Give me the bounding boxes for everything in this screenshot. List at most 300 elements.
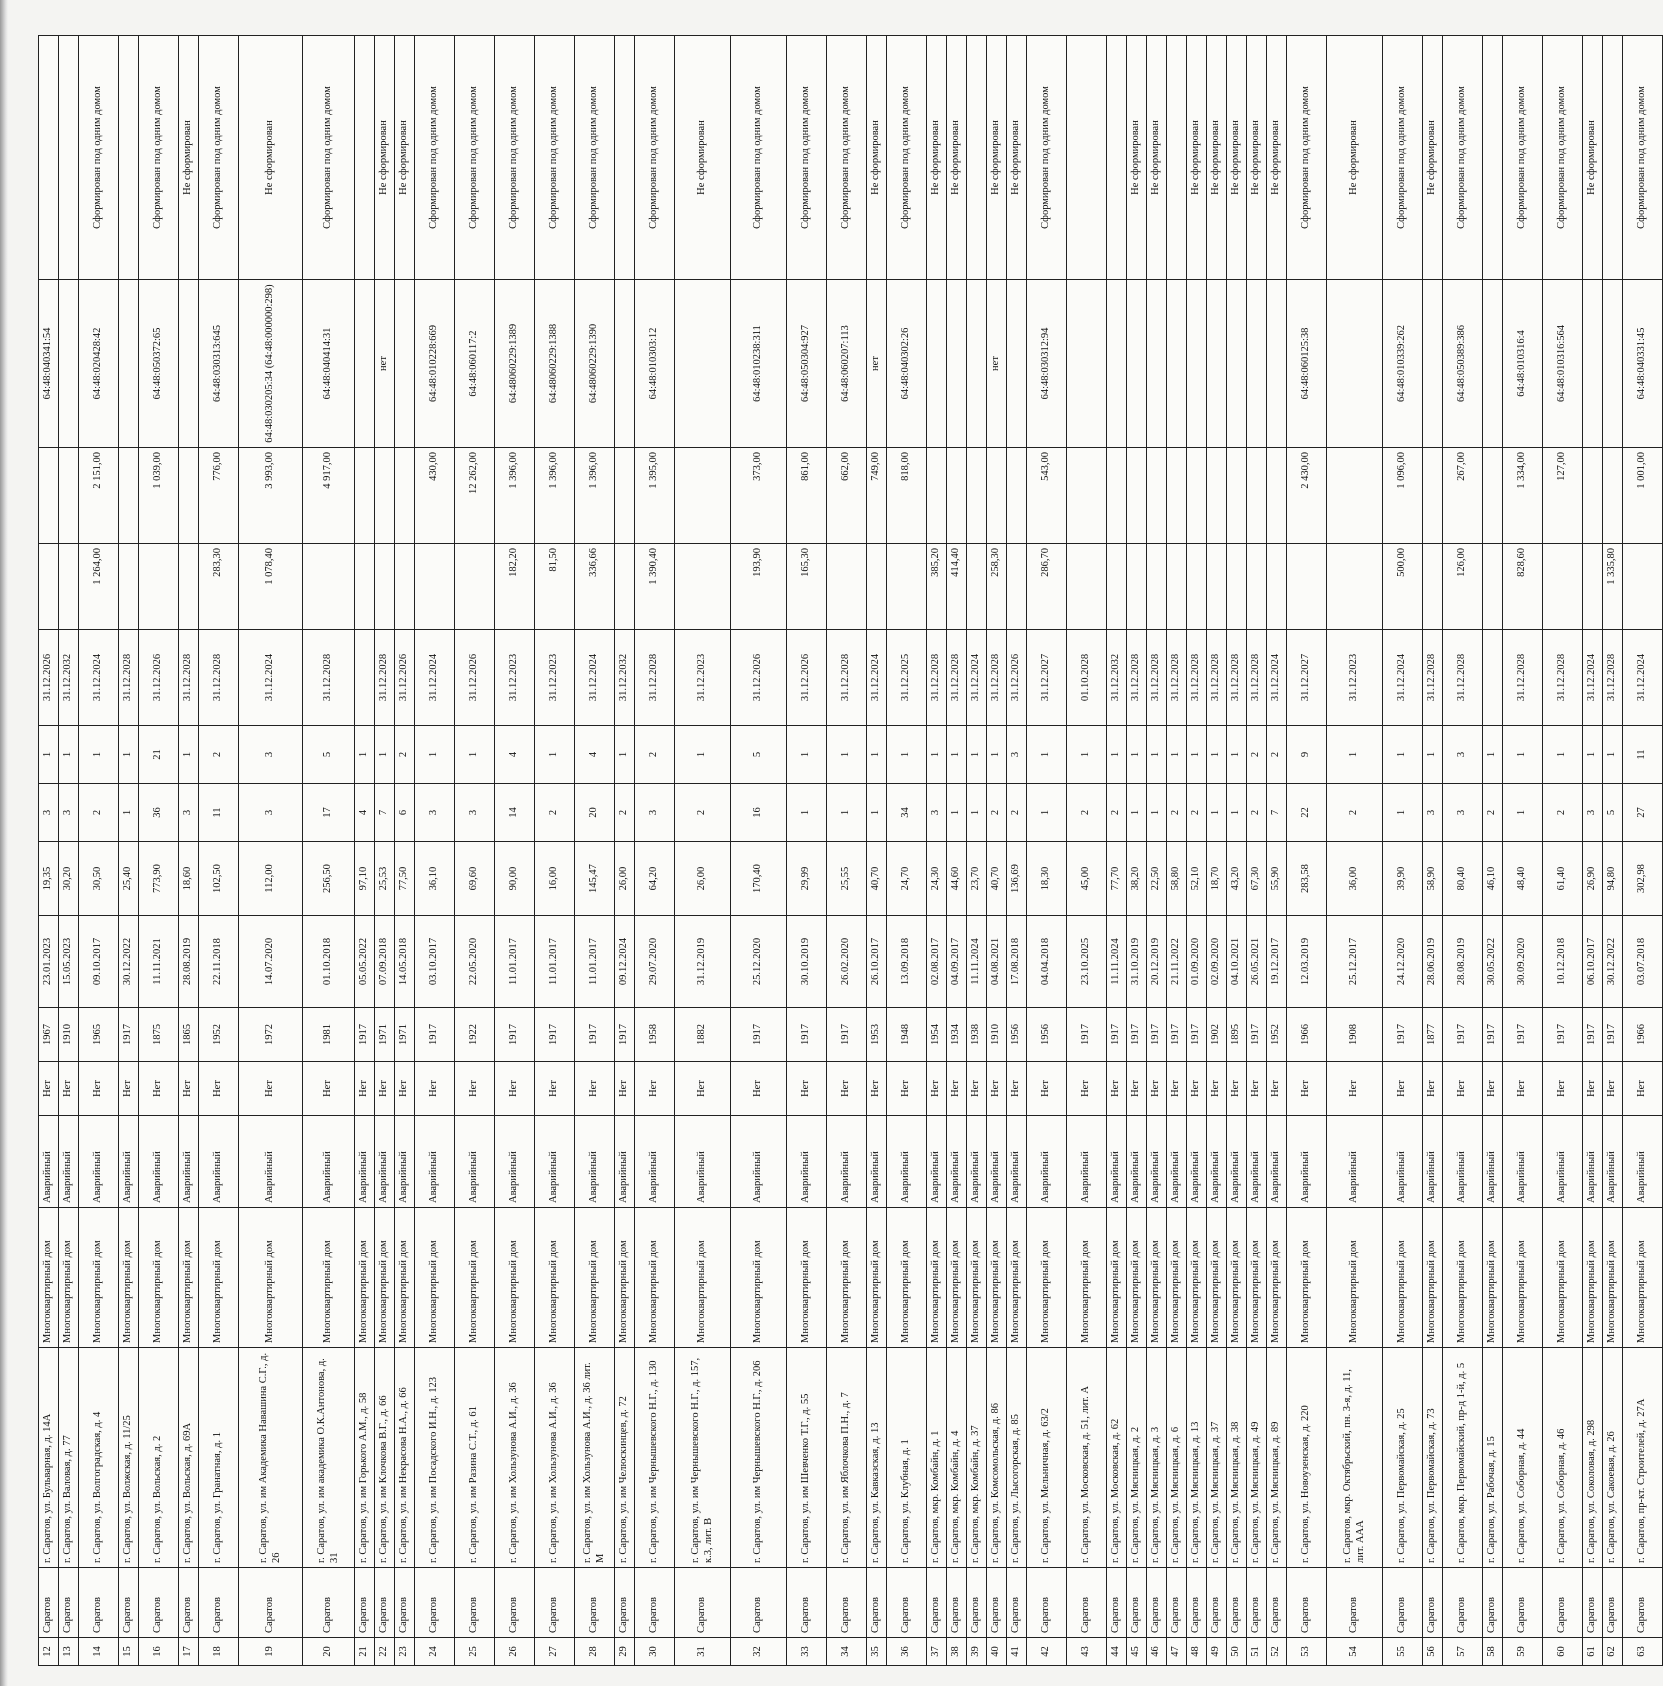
build-year: 1966: [1287, 1008, 1327, 1062]
land-area-2: [1167, 448, 1187, 544]
building-type: Многоквартирный дом: [239, 1208, 303, 1348]
condition: Аварийный: [731, 1116, 787, 1208]
build-year: 1956: [1007, 1008, 1027, 1062]
land-plot-status: Сформирован под одним домом: [827, 36, 867, 280]
cadastral-number: [1167, 280, 1187, 448]
owners: 1: [1423, 726, 1443, 784]
emergency-date: 15.05.2023: [59, 916, 79, 1008]
condition: Аварийный: [303, 1116, 355, 1208]
area: 302,98: [1623, 842, 1663, 916]
land-plot-status: Не сформирован: [375, 36, 395, 280]
land-area-1: 385,20: [927, 544, 947, 630]
cadastral-number: 64:48:060125:38: [1287, 280, 1327, 448]
area: 16,00: [535, 842, 575, 916]
cadastral-number: 64:48:010238:311: [731, 280, 787, 448]
condition: Аварийный: [119, 1116, 139, 1208]
land-plot-status: [615, 36, 635, 280]
owners: 3: [1007, 726, 1027, 784]
table-row: [731, 36, 787, 1666]
locality: Саратов: [1443, 1568, 1483, 1638]
area: 24,30: [927, 842, 947, 916]
build-year: 1917: [1483, 1008, 1503, 1062]
land-area-1: 81,50: [535, 544, 575, 630]
resettlement-deadline: 31.12.2024: [1623, 630, 1663, 726]
land-area-1: [1287, 544, 1327, 630]
area: 23,70: [967, 842, 987, 916]
building-type: Многоквартирный дом: [1543, 1208, 1583, 1348]
area: 44,60: [947, 842, 967, 916]
build-year: 1917: [1503, 1008, 1543, 1062]
row-number: 42: [1027, 1638, 1067, 1666]
emergency-date: 09.12.2024: [615, 916, 635, 1008]
build-year: 1917: [1603, 1008, 1623, 1062]
emergency-date: 01.09.2020: [1187, 916, 1207, 1008]
address: г. Саратов, ул. им Яблочкова П.Н., д. 7: [827, 1348, 867, 1568]
building-type: Многоквартирный дом: [827, 1208, 867, 1348]
land-area-2: [355, 448, 375, 544]
heritage-flag: Нет: [1483, 1062, 1503, 1116]
land-area-2: 818,00: [887, 448, 927, 544]
table-row: [199, 36, 239, 1666]
land-area-2: [1207, 448, 1227, 544]
land-area-2: 1 395,00: [635, 448, 675, 544]
area: 26,90: [1583, 842, 1603, 916]
build-year: 1952: [1267, 1008, 1287, 1062]
table-row: [139, 36, 179, 1666]
table-row: [635, 36, 675, 1666]
owners: 1: [1127, 726, 1147, 784]
building-type: Многоквартирный дом: [1127, 1208, 1147, 1348]
emergency-date: 29.07.2020: [635, 916, 675, 1008]
condition: Аварийный: [1227, 1116, 1247, 1208]
condition: Аварийный: [1543, 1116, 1583, 1208]
heritage-flag: Нет: [535, 1062, 575, 1116]
area: 102,50: [199, 842, 239, 916]
land-area-1: [303, 544, 355, 630]
emergency-date: 02.09.2020: [1207, 916, 1227, 1008]
area: 45,00: [1067, 842, 1107, 916]
residents: 2: [615, 784, 635, 842]
residents: 27: [1623, 784, 1663, 842]
build-year: 1917: [1107, 1008, 1127, 1062]
condition: Аварийный: [635, 1116, 675, 1208]
condition: Аварийный: [1623, 1116, 1663, 1208]
row-number: 45: [1127, 1638, 1147, 1666]
land-area-2: 127,00: [1543, 448, 1583, 544]
owners: 2: [635, 726, 675, 784]
cadastral-number: 64:48:030205:34 (64:48:000000:298): [239, 280, 303, 448]
address: г. Саратов, ул. Бульварная, д. 14А: [39, 1348, 59, 1568]
address: г. Саратов, ул. им Посадского И.Н., д. 123: [415, 1348, 455, 1568]
emergency-date: 25.12.2020: [731, 916, 787, 1008]
row-number: 31: [675, 1638, 731, 1666]
land-area-2: 1 096,00: [1383, 448, 1423, 544]
resettlement-deadline: 31.12.2028: [1167, 630, 1187, 726]
residents: 2: [79, 784, 119, 842]
owners: 11: [1623, 726, 1663, 784]
area: 24,70: [887, 842, 927, 916]
cadastral-number: 64:48:020428:42: [79, 280, 119, 448]
row-number: 26: [495, 1638, 535, 1666]
row-number: 22: [375, 1638, 395, 1666]
land-area-2: [1127, 448, 1147, 544]
locality: Саратов: [119, 1568, 139, 1638]
resettlement-deadline: 31.12.2028: [1543, 630, 1583, 726]
area: 18,30: [1027, 842, 1067, 916]
row-number: 18: [199, 1638, 239, 1666]
area: 52,10: [1187, 842, 1207, 916]
address: г. Саратов, ул. Лысогорская, д. 85: [1007, 1348, 1027, 1568]
condition: Аварийный: [1107, 1116, 1127, 1208]
condition: Аварийный: [1423, 1116, 1443, 1208]
heritage-flag: Нет: [635, 1062, 675, 1116]
emergency-date: 30.12.2022: [1603, 916, 1623, 1008]
row-number: 63: [1623, 1638, 1663, 1666]
owners: 1: [787, 726, 827, 784]
table-row: [1503, 36, 1543, 1666]
owners: 3: [1443, 726, 1483, 784]
land-area-1: [1583, 544, 1603, 630]
table-row: [1603, 36, 1623, 1666]
heritage-flag: Нет: [1107, 1062, 1127, 1116]
address: г. Саратов, ул. им Хользунова А.И., д. 36 лит. М: [575, 1348, 615, 1568]
building-type: Многоквартирный дом: [495, 1208, 535, 1348]
area: 25,40: [119, 842, 139, 916]
locality: Саратов: [867, 1568, 887, 1638]
residents: 17: [303, 784, 355, 842]
build-year: 1952: [199, 1008, 239, 1062]
locality: Саратов: [1423, 1568, 1443, 1638]
heritage-flag: Нет: [1227, 1062, 1247, 1116]
building-type: Многоквартирный дом: [887, 1208, 927, 1348]
resettlement-deadline: 31.12.2024: [575, 630, 615, 726]
land-area-2: [1603, 448, 1623, 544]
locality: Саратов: [947, 1568, 967, 1638]
cadastral-number: нет: [987, 280, 1007, 448]
heritage-flag: Нет: [1423, 1062, 1443, 1116]
address: г. Саратов, ул. Рабочая, д. 15: [1483, 1348, 1503, 1568]
condition: Аварийный: [987, 1116, 1007, 1208]
row-number: 14: [79, 1638, 119, 1666]
condition: Аварийный: [787, 1116, 827, 1208]
resettlement-deadline: [1483, 630, 1503, 726]
land-area-2: [395, 448, 415, 544]
residents: 1: [827, 784, 867, 842]
locality: Саратов: [787, 1568, 827, 1638]
address: г. Саратов, ул. им академика О.К.Антонова, д. 31: [303, 1348, 355, 1568]
table-row: [1287, 36, 1327, 1666]
land-plot-status: Сформирован под одним домом: [199, 36, 239, 280]
area: 77,70: [1107, 842, 1127, 916]
build-year: 1917: [787, 1008, 827, 1062]
address: г. Саратов, ул. им Хользунова А.И., д. 36: [535, 1348, 575, 1568]
area: 170,40: [731, 842, 787, 916]
land-plot-status: Не сформирован: [867, 36, 887, 280]
resettlement-deadline: 31.12.2028: [635, 630, 675, 726]
land-area-1: [1267, 544, 1287, 630]
cadastral-number: 64:48:040341:54: [39, 280, 59, 448]
heritage-flag: Нет: [731, 1062, 787, 1116]
address: г. Саратов, ул. Волжская, д. 11/25: [119, 1348, 139, 1568]
emergency-date: 14.05.2018: [395, 916, 415, 1008]
residents: 7: [375, 784, 395, 842]
land-area-1: 182,20: [495, 544, 535, 630]
resettlement-deadline: 31.12.2026: [1007, 630, 1027, 726]
locality: Саратов: [1327, 1568, 1383, 1638]
resettlement-deadline: 31.12.2024: [967, 630, 987, 726]
emergency-date: 11.11.2024: [967, 916, 987, 1008]
cadastral-number: 64:48060229:1388: [535, 280, 575, 448]
row-number: 15: [119, 1638, 139, 1666]
building-type: Многоквартирный дом: [635, 1208, 675, 1348]
land-plot-status: [1603, 36, 1623, 280]
table-row: [1007, 36, 1027, 1666]
heritage-flag: Нет: [887, 1062, 927, 1116]
register-rows: [39, 36, 1663, 1666]
resettlement-deadline: 31.12.2023: [675, 630, 731, 726]
residents: 3: [59, 784, 79, 842]
cadastral-number: [1187, 280, 1207, 448]
land-plot-status: Не сформирован: [927, 36, 947, 280]
emergency-date: 30.10.2019: [787, 916, 827, 1008]
locality: Саратов: [1007, 1568, 1027, 1638]
owners: 5: [303, 726, 355, 784]
emergency-date: 04.09.2017: [947, 916, 967, 1008]
owners: 1: [375, 726, 395, 784]
resettlement-deadline: 31.12.2026: [787, 630, 827, 726]
locality: Саратов: [39, 1568, 59, 1638]
land-area-1: [827, 544, 867, 630]
cadastral-number: 64:48:040302:26: [887, 280, 927, 448]
locality: Саратов: [455, 1568, 495, 1638]
address: г. Саратов, ул. Московская, д. 51, лит. А: [1067, 1348, 1107, 1568]
resettlement-deadline: 31.12.2028: [1207, 630, 1227, 726]
cadastral-number: 64:48:010316:4: [1503, 280, 1543, 448]
land-area-2: 4 917,00: [303, 448, 355, 544]
building-type: Многоквартирный дом: [1583, 1208, 1603, 1348]
building-type: Многоквартирный дом: [1383, 1208, 1423, 1348]
locality: Саратов: [1067, 1568, 1107, 1638]
cadastral-number: [947, 280, 967, 448]
area: 40,70: [987, 842, 1007, 916]
owners: 1: [179, 726, 199, 784]
address: г. Саратов, ул. Гранатная, д. 1: [199, 1348, 239, 1568]
emergency-date: 14.07.2020: [239, 916, 303, 1008]
owners: 21: [139, 726, 179, 784]
land-area-2: [947, 448, 967, 544]
area: 30,20: [59, 842, 79, 916]
heritage-flag: Нет: [79, 1062, 119, 1116]
address: г. Саратов, мкр. Комбайн, д. 4: [947, 1348, 967, 1568]
building-type: Многоквартирный дом: [1007, 1208, 1027, 1348]
locality: Саратов: [927, 1568, 947, 1638]
land-area-1: [1167, 544, 1187, 630]
build-year: 1917: [1127, 1008, 1147, 1062]
table-row: [495, 36, 535, 1666]
residents: 3: [927, 784, 947, 842]
resettlement-deadline: 31.12.2024: [239, 630, 303, 726]
cadastral-number: 64:48:040331:45: [1623, 280, 1663, 448]
land-area-1: [867, 544, 887, 630]
land-area-1: [615, 544, 635, 630]
land-plot-status: [967, 36, 987, 280]
build-year: 1972: [239, 1008, 303, 1062]
area: 36,10: [415, 842, 455, 916]
heritage-flag: Нет: [375, 1062, 395, 1116]
table-row: [1147, 36, 1167, 1666]
area: 64,20: [635, 842, 675, 916]
table-row: [1127, 36, 1147, 1666]
cadastral-number: 64:48060229:1389: [495, 280, 535, 448]
resettlement-deadline: 31.12.2027: [1287, 630, 1327, 726]
heritage-flag: Нет: [1543, 1062, 1583, 1116]
residents: 3: [1583, 784, 1603, 842]
row-number: 27: [535, 1638, 575, 1666]
row-number: 54: [1327, 1638, 1383, 1666]
residents: 1: [947, 784, 967, 842]
address: г. Саратов, ул. им Клочкова В.Г., д. 66: [375, 1348, 395, 1568]
owners: 1: [1503, 726, 1543, 784]
emergency-date: 10.12.2018: [1543, 916, 1583, 1008]
residents: 2: [1247, 784, 1267, 842]
condition: Аварийный: [887, 1116, 927, 1208]
build-year: 1910: [59, 1008, 79, 1062]
row-number: 46: [1147, 1638, 1167, 1666]
land-plot-status: Не сформирован: [1007, 36, 1027, 280]
emergency-date: 11.11.2021: [139, 916, 179, 1008]
land-area-2: [987, 448, 1007, 544]
row-number: 36: [887, 1638, 927, 1666]
area: 77,50: [395, 842, 415, 916]
land-area-1: 828,60: [1503, 544, 1543, 630]
residents: 2: [1327, 784, 1383, 842]
residents: 2: [675, 784, 731, 842]
land-area-2: 1 396,00: [535, 448, 575, 544]
cadastral-number: [1227, 280, 1247, 448]
cadastral-number: 64:48:030313:645: [199, 280, 239, 448]
resettlement-deadline: 31.12.2028: [1423, 630, 1443, 726]
owners: 1: [1483, 726, 1503, 784]
table-row: [987, 36, 1007, 1666]
condition: Аварийный: [1443, 1116, 1483, 1208]
building-type: Многоквартирный дом: [1107, 1208, 1127, 1348]
address: г. Саратов, ул. Первомайская, д. 73: [1423, 1348, 1443, 1568]
owners: 2: [395, 726, 415, 784]
table-row: [1623, 36, 1663, 1666]
row-number: 16: [139, 1638, 179, 1666]
heritage-flag: Нет: [675, 1062, 731, 1116]
resettlement-deadline: 31.12.2024: [1383, 630, 1423, 726]
condition: Аварийный: [1603, 1116, 1623, 1208]
build-year: 1922: [455, 1008, 495, 1062]
heritage-flag: Нет: [1603, 1062, 1623, 1116]
build-year: 1917: [1187, 1008, 1207, 1062]
emergency-date: 11.01.2017: [495, 916, 535, 1008]
table-row: [1227, 36, 1247, 1666]
area: 40,70: [867, 842, 887, 916]
locality: Саратов: [1603, 1568, 1623, 1638]
land-plot-status: [59, 36, 79, 280]
land-plot-status: Не сформирован: [1423, 36, 1443, 280]
heritage-flag: Нет: [495, 1062, 535, 1116]
cadastral-number: 64:48:050372:65: [139, 280, 179, 448]
building-type: Многоквартирный дом: [179, 1208, 199, 1348]
locality: Саратов: [1127, 1568, 1147, 1638]
land-area-2: 3 993,00: [239, 448, 303, 544]
resettlement-deadline: 31.12.2028: [179, 630, 199, 726]
build-year: 1917: [355, 1008, 375, 1062]
land-area-1: [1127, 544, 1147, 630]
area: 69,60: [455, 842, 495, 916]
land-plot-status: Не сформирован: [1327, 36, 1383, 280]
building-type: Многоквартирный дом: [1503, 1208, 1543, 1348]
build-year: 1953: [867, 1008, 887, 1062]
locality: Саратов: [1503, 1568, 1543, 1638]
address: г. Саратов, ул. Первомайская, д. 25: [1383, 1348, 1423, 1568]
land-plot-status: Сформирован под одним домом: [535, 36, 575, 280]
area: 46,10: [1483, 842, 1503, 916]
owners: 1: [1067, 726, 1107, 784]
heritage-flag: Нет: [1007, 1062, 1027, 1116]
area: 36,00: [1327, 842, 1383, 916]
build-year: 1917: [1583, 1008, 1603, 1062]
area: 26,00: [615, 842, 635, 916]
area: 30,50: [79, 842, 119, 916]
locality: Саратов: [1187, 1568, 1207, 1638]
owners: 1: [119, 726, 139, 784]
area: 43,20: [1227, 842, 1247, 916]
emergency-date: 25.12.2017: [1327, 916, 1383, 1008]
building-type: Многоквартирный дом: [79, 1208, 119, 1348]
residents: 3: [179, 784, 199, 842]
building-type: Многоквартирный дом: [1327, 1208, 1383, 1348]
land-plot-status: [1483, 36, 1503, 280]
residents: 22: [1287, 784, 1327, 842]
condition: Аварийный: [139, 1116, 179, 1208]
land-area-1: [1207, 544, 1227, 630]
build-year: 1910: [987, 1008, 1007, 1062]
resettlement-deadline: 31.12.2028: [1227, 630, 1247, 726]
building-type: Многоквартирный дом: [787, 1208, 827, 1348]
land-area-1: [1423, 544, 1443, 630]
condition: Аварийный: [967, 1116, 987, 1208]
condition: Аварийный: [867, 1116, 887, 1208]
row-number: 23: [395, 1638, 415, 1666]
heritage-flag: Нет: [39, 1062, 59, 1116]
build-year: 1917: [1067, 1008, 1107, 1062]
locality: Саратов: [395, 1568, 415, 1638]
resettlement-deadline: 31.12.2024: [79, 630, 119, 726]
land-area-2: [1583, 448, 1603, 544]
condition: Аварийный: [1187, 1116, 1207, 1208]
land-area-1: [415, 544, 455, 630]
land-area-2: 267,00: [1443, 448, 1483, 544]
land-area-2: 12 262,00: [455, 448, 495, 544]
emergency-housing-register-table: [38, 35, 1663, 1666]
build-year: 1958: [635, 1008, 675, 1062]
build-year: 1917: [1247, 1008, 1267, 1062]
emergency-date: 19.12.2017: [1267, 916, 1287, 1008]
build-year: 1981: [303, 1008, 355, 1062]
address: г. Саратов, ул. Вольская, д. 2: [139, 1348, 179, 1568]
residents: 4: [355, 784, 375, 842]
land-plot-status: Сформирован под одним домом: [887, 36, 927, 280]
table-row: [1067, 36, 1107, 1666]
land-plot-status: Не сформирован: [1187, 36, 1207, 280]
land-area-2: 1 396,00: [575, 448, 615, 544]
emergency-date: 04.04.2018: [1027, 916, 1067, 1008]
address: г. Саратов, ул. Комсомольская, д. 86: [987, 1348, 1007, 1568]
